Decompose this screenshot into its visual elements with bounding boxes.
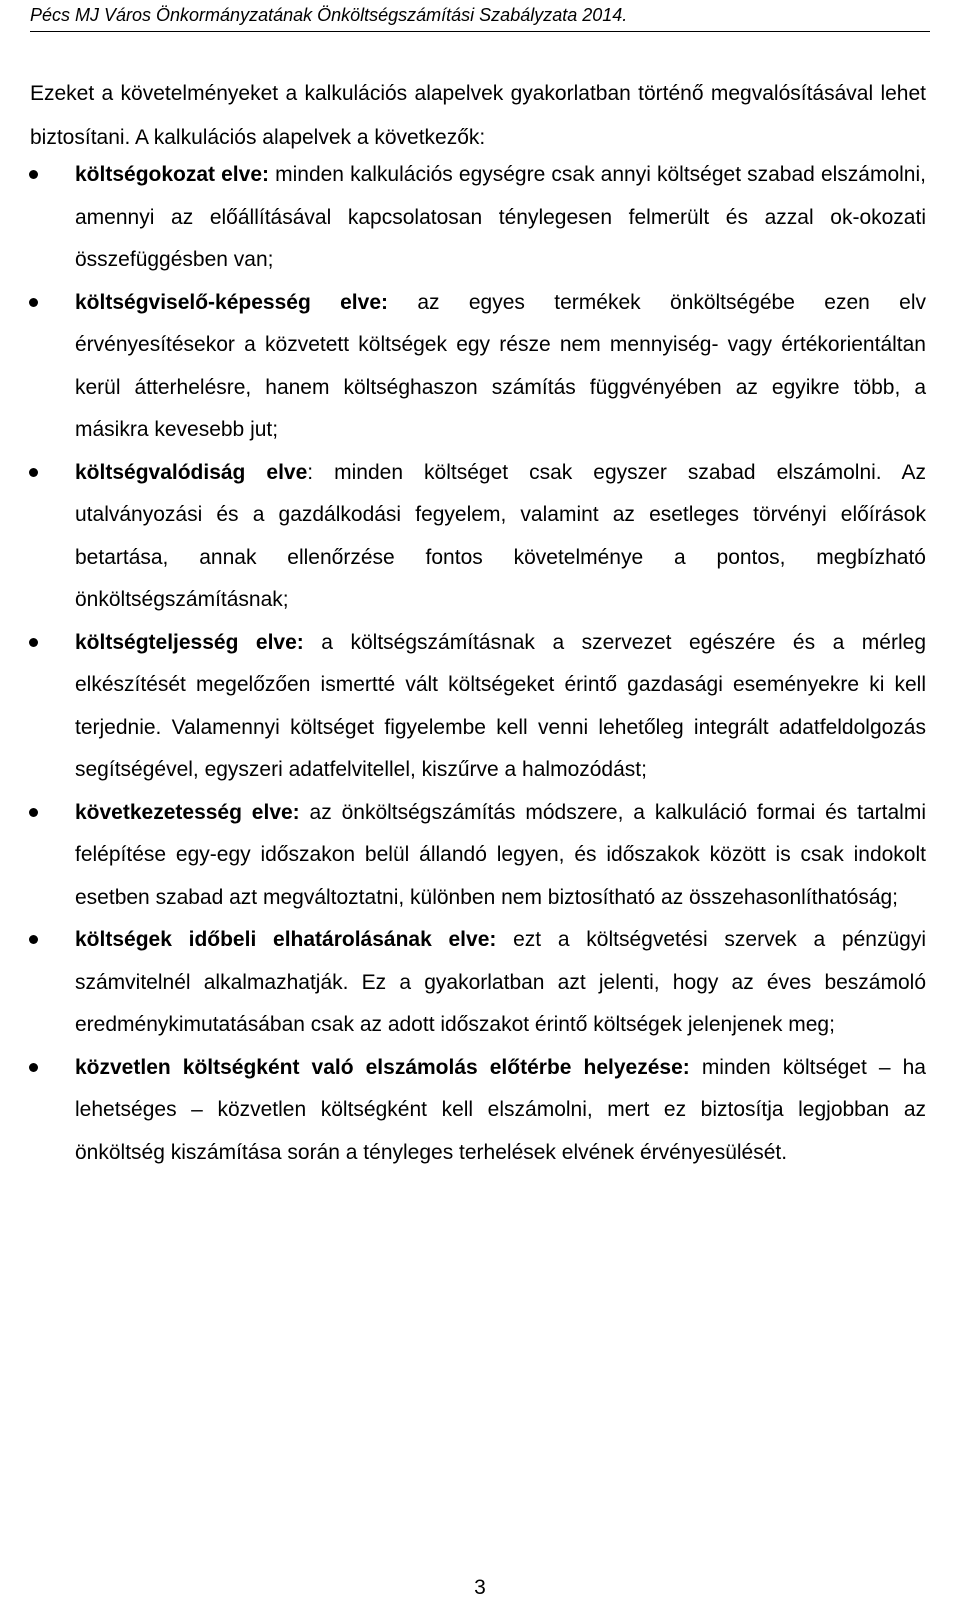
- list-item: [0, 452, 926, 622]
- list-item: [0, 1047, 926, 1175]
- principle-text: az önköltségszámítás módszere, a kalkuláció formai és tartalmi felépítése egy-egy időszakon belül állandó legyen, és időszakok között is csak indokolt esetben szabad azt megváltoztatni, különben nem biztosítható az összehasonlíthatóság;: [75, 800, 926, 909]
- bullet-icon: [29, 808, 38, 817]
- bullet-icon: [29, 638, 38, 647]
- list-item: [0, 919, 926, 1047]
- principle-term: költségokozat elve:: [75, 163, 269, 186]
- principle-text: : minden költséget csak egyszer szabad elszámolni. Az utalványozási és a gazdálkodási fegyelem, valamint az esetleges törvényi előírások betartása, annak ellenőrzése fontos követelménye a pontos, megbízható önköltségszámításnak;: [75, 460, 926, 611]
- bullet-icon: [29, 935, 38, 944]
- page-header: Pécs MJ Város Önkormányzatának Önköltségszámítási Szabályzata 2014.: [30, 4, 930, 32]
- principle-term: közvetlen költségként való elszámolás előtérbe helyezése:: [75, 1055, 690, 1079]
- principle-text: minden költséget – ha lehetséges – közvetlen költségként kell elszámolni, mert ez biztosítja legjobban az önköltség kiszámítása során a tényleges terhelések elvének érvényesülését.: [75, 1055, 926, 1164]
- principle-text: az egyes termékek önköltségébe ezen elv érvényesítésekor a közvetett költségek egy része nem mennyiség- vagy értékorientáltan kerül átterhelésre, hanem költséghaszon számítás függvényében az egyikre több, a másikra kevesebb jut;: [75, 290, 926, 441]
- principle-text: a költségszámításnak a szervezet egészére és a mérleg elkészítését megelőzően ismertté vált költségeket érintő gazdasági eseményekre ki kell terjednie. Valamennyi költséget figyelembe kell venni lehetőleg integrált adatfeldolgozás segítségével, egyszeri adatfelvitellel, kiszűrve a halmozódást;: [75, 630, 926, 781]
- list-item: [0, 622, 926, 792]
- bullet-icon: [29, 1063, 38, 1072]
- bullet-icon: [29, 468, 38, 477]
- principle-text: ezt a költségvetési szervek a pénzügyi számvitelnél alkalmazhatják. Ez a gyakorlatban azt jelenti, hogy az éves beszámoló eredménykimutatásában csak az adott időszakot érintő költségek jelenjenek meg;: [75, 928, 926, 1036]
- principles-list: [0, 154, 926, 1174]
- principle-term: következetesség elve:: [75, 800, 300, 824]
- principle-term: költségteljesség elve:: [75, 630, 304, 654]
- list-item: [0, 154, 926, 282]
- page-number: 3: [474, 1576, 486, 1599]
- principle-term: költségvalódiság elve: [75, 460, 308, 484]
- bullet-icon: [29, 170, 38, 179]
- list-item: [0, 792, 926, 920]
- list-item: [0, 282, 926, 452]
- intro-paragraph: Ezeket a követelményeket a kalkulációs alapelvek gyakorlatban történő megvalósításával lehet biztosítani. A kalkulációs alapelvek a következők:: [30, 82, 926, 149]
- principle-text: minden kalkulációs egységre csak annyi költséget szabad elszámolni, amennyi az előállításával kapcsolatosan ténylegesen felmerült és azzal ok-okozati összefüggésben van;: [75, 163, 926, 271]
- bullet-icon: [29, 298, 38, 307]
- principle-term: költségviselő-képesség elve:: [75, 290, 388, 314]
- principle-term: költségek időbeli elhatárolásának elve:: [75, 928, 497, 951]
